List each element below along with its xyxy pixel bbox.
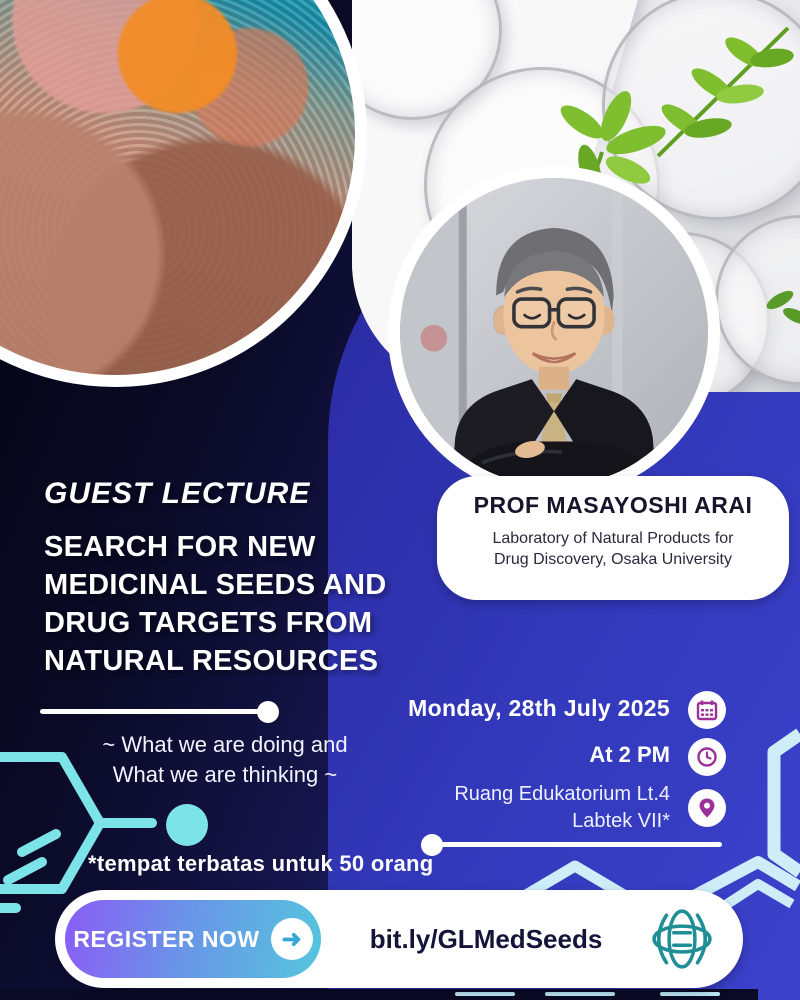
event-location xyxy=(454,781,670,835)
event-kicker: GUEST LECTURE xyxy=(44,477,311,510)
title-line-1: SEARCH FOR NEW xyxy=(44,531,316,563)
event-subtitle xyxy=(58,730,392,790)
event-title xyxy=(44,528,386,680)
speaker-name: PROF MASAYOSHI ARAI xyxy=(473,492,753,518)
title-line-3: DRUG TARGETS FROM xyxy=(44,607,373,639)
event-time: At 2 PM xyxy=(589,742,670,767)
location-pin-icon xyxy=(688,789,726,827)
arrow-right-icon: ➜ xyxy=(271,918,313,960)
strip-dash xyxy=(660,992,720,996)
register-now-button[interactable] xyxy=(65,900,321,978)
title-line-2: MEDICINAL SEEDS AND xyxy=(44,569,387,601)
speaker-photo xyxy=(388,166,720,498)
speaker-card xyxy=(437,476,789,600)
register-button-label: REGISTER NOW xyxy=(73,925,260,952)
divider-line xyxy=(440,842,722,847)
subtitle-line-2: What we are thinking ~ xyxy=(112,762,338,787)
speaker-affiliation-line2: Drug Discovery, Osaka University xyxy=(494,551,732,568)
calendar-icon xyxy=(688,691,726,729)
title-line-4: NATURAL RESOURCES xyxy=(44,645,379,677)
strip-dash xyxy=(455,992,515,996)
professor-portrait xyxy=(400,178,708,486)
registration-bar xyxy=(55,890,743,988)
strip-dash xyxy=(545,992,615,996)
subtitle-line-1: ~ What we are doing and xyxy=(102,732,348,757)
capacity-note: *tempat terbatas untuk 50 orang xyxy=(88,851,434,876)
globe-logo-icon xyxy=(651,908,713,970)
location-line-2: Labtek VII* xyxy=(572,810,670,832)
event-date: Monday, 28th July 2025 xyxy=(408,695,670,721)
divider-dot xyxy=(257,701,279,723)
coral-reef-photo xyxy=(0,0,367,387)
clock-icon xyxy=(688,738,726,776)
bottom-strip xyxy=(0,989,758,1000)
divider-line xyxy=(40,709,260,714)
speaker-affiliation-line1: Laboratory of Natural Products for xyxy=(492,530,734,547)
molecule-atom-dot xyxy=(166,804,208,846)
speaker-affiliation xyxy=(437,528,789,570)
location-line-1: Ruang Edukatorium Lt.4 xyxy=(454,783,670,805)
registration-link[interactable]: bit.ly/GLMedSeeds xyxy=(369,923,603,954)
